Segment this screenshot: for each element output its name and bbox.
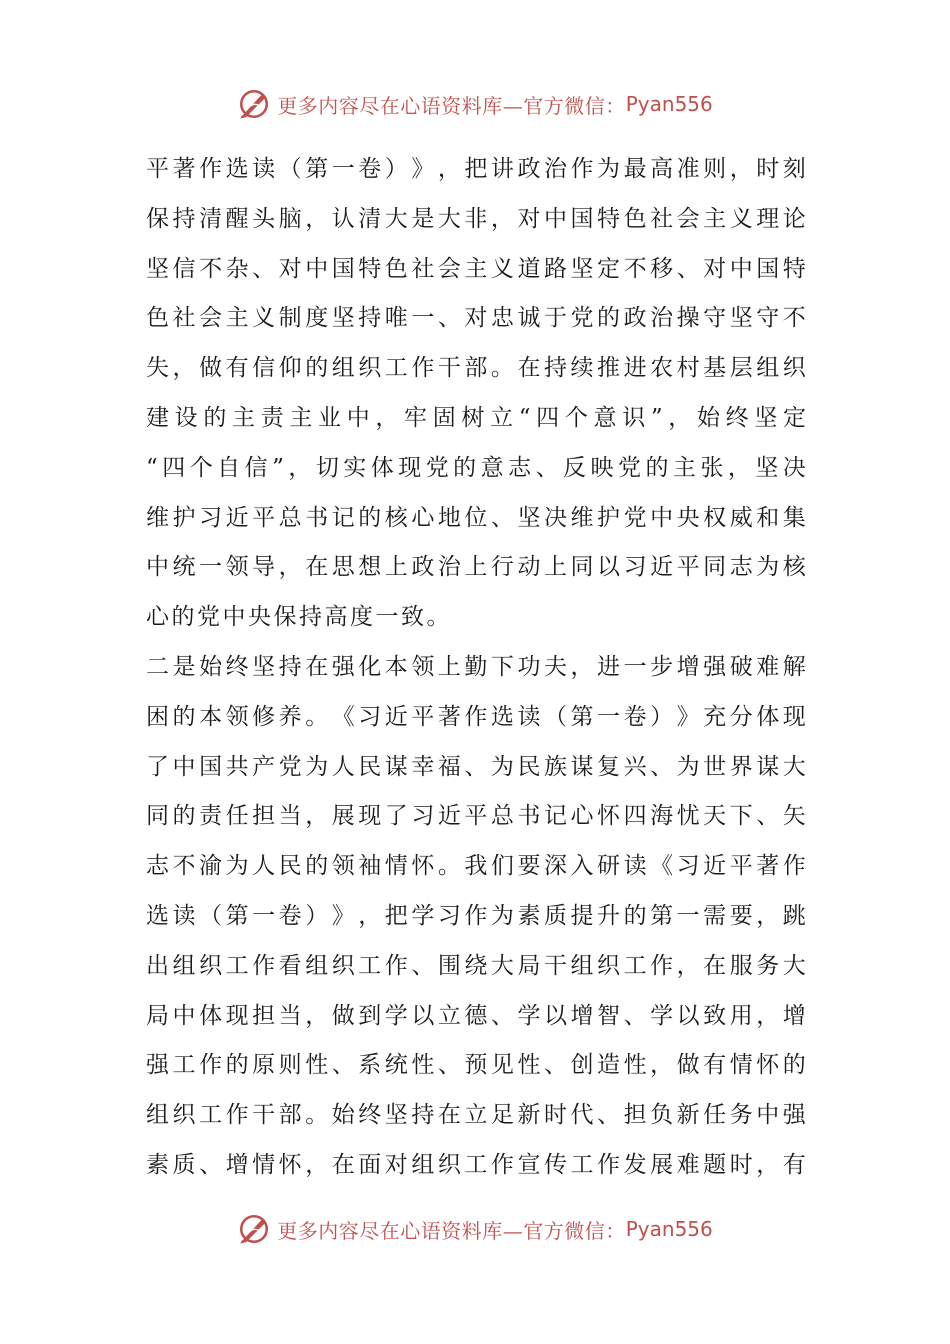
text-line: 选 读 （ 第 一 卷 ） 》 ， 把 学 习 作 为 素 质 提 升 的 第 一 需 要 ， 跳 [146, 902, 806, 929]
header-banner-id: Pyan556 [625, 92, 713, 116]
text-line: 色 社 会 主 义 制 度 坚 持 唯 一 、 对 忠 诚 于 党 的 政 治 操 守 坚 守 不 [146, 305, 806, 332]
text-line: 同 的 责 任 担 当 ， 展 现 了 习 近 平 总 书 记 心 怀 四 海 忧 天 下 、 矢 [146, 803, 806, 830]
text-line: 平 著 作 选 读 （ 第 一 卷 ） 》 ， 把 讲 政 治 作 为 最 高 准 则 ， 时 刻 [146, 156, 806, 182]
pen-logo-icon [237, 1212, 271, 1246]
text-line: 建 设 的 主 责 主 业 中 ， 牢 固 树 立 “ 四 个 意 识 ” ， 始 终 坚 定 [146, 404, 806, 431]
text-line: 组 织 工 作 干 部 。 始 终 坚 持 在 立 足 新 时 代 、 担 负 新 任 务 中 强 [146, 1102, 806, 1129]
text-line: 了 中 国 共 产 党 为 人 民 谋 幸 福 、 为 民 族 谋 复 兴 、 为 世 界 谋 大 [146, 753, 806, 780]
text-line: 局 中 体 现 担 当 ， 做 到 学 以 立 德 、 学 以 增 智 、 学 以 致 用 ， 增 [146, 1002, 806, 1029]
text-line: “ 四 个 自 信 ” ， 切 实 体 现 党 的 意 志 、 反 映 党 的 主 张 ， 坚 决 [146, 454, 806, 481]
footer-banner-text: 更多内容尽在心语资料库—官方微信： [277, 1218, 626, 1243]
header-banner-text: 更多内容尽在心语资料库—官方微信： [277, 93, 626, 118]
pen-logo-icon [237, 87, 271, 121]
text-line: 素 质 、 增 情 怀 ， 在 面 对 组 织 工 作 宣 传 工 作 发 展 难 题 时 ， 有 [146, 1151, 806, 1178]
header-banner [0, 84, 950, 124]
footer-banner-id: Pyan556 [625, 1217, 713, 1241]
text-line: 出 组 织 工 作 看 组 织 工 作 、 围 绕 大 局 干 组 织 工 作 ， 在 服 务 大 [146, 952, 806, 979]
text-line: 心的党中央保持高度一致。 [146, 604, 452, 631]
text-line: 坚 信 不 杂 、 对 中 国 特 色 社 会 主 义 道 路 坚 定 不 移 、 对 中 国 特 [146, 255, 806, 282]
text-line: 中 统 一 领 导 ， 在 思 想 上 政 治 上 行 动 上 同 以 习 近 平 同 志 为 核 [146, 554, 806, 581]
text-line: 困 的 本 领 修 养 。 《 习 近 平 著 作 选 读 （ 第 一 卷 ） 》 充 分 体 现 [146, 703, 806, 730]
text-line: 保 持 清 醒 头 脑 ， 认 清 大 是 大 非 ， 对 中 国 特 色 社 会 主 义 理 论 [146, 205, 806, 232]
text-line: 强 工 作 的 原 则 性 、 系 统 性 、 预 见 性 、 创 造 性 ， 做 有 情 怀 的 [146, 1052, 806, 1079]
text-line: 失 ， 做 有 信 仰 的 组 织 工 作 干 部 。 在 持 续 推 进 农 村 基 层 组 织 [146, 355, 806, 382]
text-line: 志 不 渝 为 人 民 的 领 袖 情 怀 。 我 们 要 深 入 研 读 《 习 近 平 著 作 [146, 853, 806, 880]
footer-banner [0, 1209, 950, 1249]
text-line: 二 是 始 终 坚 持 在 强 化 本 领 上 勤 下 功 夫 ， 进 一 步 增 强 破 难 解 [146, 653, 806, 680]
body-text [146, 145, 806, 1191]
text-line: 维 护 习 近 平 总 书 记 的 核 心 地 位 、 坚 决 维 护 党 中 央 权 威 和 集 [146, 504, 806, 531]
